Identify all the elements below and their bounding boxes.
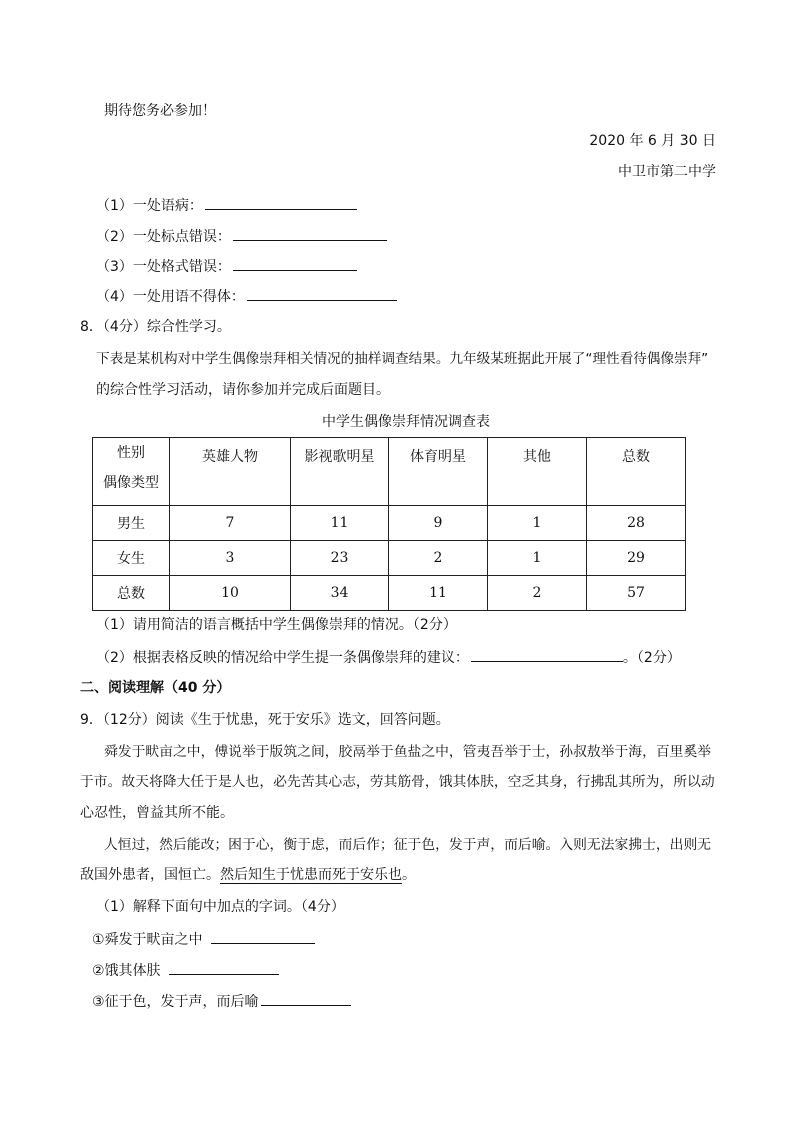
table-title: 中学生偶像崇拜情况调查表: [322, 414, 490, 430]
q8-sub2: [96, 647, 681, 668]
q9-item-1: [92, 929, 315, 950]
q8-sub2-prefix: （2）根据表格反映的情况给中学生提一条偶像崇拜的建议：: [96, 650, 469, 666]
table-cell: 29: [587, 541, 686, 576]
q9-p1-line1: 舜发于畎亩之中，傅说举于版筑之间，胶鬲举于鱼盐之中，管夷吾举于士，孙叔敖举于海，百里奚举: [104, 744, 712, 760]
table-corner-cell: [93, 438, 170, 506]
row-label: 男生: [93, 506, 170, 541]
table-row: [93, 506, 686, 541]
answer-blank[interactable]: [247, 286, 397, 301]
q8-sub2-suffix: 。（2分）: [622, 650, 681, 666]
answer-blank[interactable]: [211, 929, 315, 944]
row-label: 总数: [93, 576, 170, 611]
q7-item-2: [96, 226, 387, 247]
q9-p1-line2: 于市。故天将降大任于是人也，必先苦其心志，劳其筋骨，饿其体肤，空乏其身，行拂乱其所为，所以动: [80, 774, 715, 790]
answer-blank[interactable]: [471, 647, 623, 662]
q7-item-1: [96, 195, 357, 216]
table-cell: 28: [587, 506, 686, 541]
table-cell: 11: [389, 576, 488, 611]
answer-blank[interactable]: [233, 226, 387, 241]
answer-blank[interactable]: [205, 195, 357, 210]
column-header: 体育明星: [389, 438, 488, 506]
table-cell: 57: [587, 576, 686, 611]
table-cell: 7: [170, 506, 291, 541]
answer-blank[interactable]: [233, 256, 357, 271]
q7-item-label: （3）一处格式错误：: [96, 259, 231, 275]
table-cell: 1: [488, 506, 587, 541]
table-cell: 3: [170, 541, 291, 576]
column-header: 影视歌明星: [291, 438, 389, 506]
q7-item-label: （2）一处标点错误：: [96, 229, 231, 245]
table-row: [93, 541, 686, 576]
q9-p1-line3: 心忍性，曾益其所不能。: [80, 805, 234, 821]
q7-item-label: （1）一处语病：: [96, 198, 203, 214]
survey-table: [92, 437, 686, 611]
q9-p2-line2: [80, 865, 416, 885]
q8-sub1: （1）请用简洁的语言概括中学生偶像崇拜的情况。（2分）: [96, 617, 457, 633]
column-header: 其他: [488, 438, 587, 506]
q9-item-2: [92, 960, 279, 981]
table-row: [93, 576, 686, 611]
q8-intro-line1: 下表是某机构对中学生偶像崇拜相关情况的抽样调查结果。九年级某班据此开展了“理性看待偶像崇拜”: [96, 351, 709, 367]
q9-item-label: ②饿其体肤: [92, 963, 161, 979]
table-cell: 11: [291, 506, 389, 541]
q9-heading: 9．（12分）阅读《生于忧患，死于安乐》选文，回答问题。: [80, 712, 450, 728]
table-cell: 23: [291, 541, 389, 576]
table-cell: 10: [170, 576, 291, 611]
q9-item-label: ③征于色，发于声，而后喻: [92, 994, 259, 1010]
q9-item-3: [92, 991, 351, 1012]
q9-sub1: （1）解释下面句中加点的字词。（4分）: [96, 899, 345, 915]
table-cell: 9: [389, 506, 488, 541]
corner-top-label: 性别: [117, 445, 145, 461]
corner-bottom-label: 偶像类型: [103, 475, 159, 491]
letter-closing: 期待您务必参加！: [104, 103, 216, 119]
table-cell: 2: [389, 541, 488, 576]
q9-item-label: ①舜发于畎亩之中: [92, 932, 203, 948]
q9-p2-line1: 人恒过，然后能改；困于心，衡于虑，而后作；征于色，发于声，而后喻。入则无法家拂士，出则无: [104, 837, 712, 853]
section2-heading: 二、阅读理解（40 分）: [80, 680, 231, 696]
letter-date: 2020 年 6 月 30 日: [589, 133, 716, 149]
row-label: 女生: [93, 541, 170, 576]
table-cell: 2: [488, 576, 587, 611]
table-cell: 1: [488, 541, 587, 576]
q9-p2-period: 。: [402, 867, 416, 883]
q9-p2-text: 敌国外患者，国恒亡。: [80, 867, 220, 883]
answer-blank[interactable]: [261, 991, 351, 1006]
answer-blank[interactable]: [169, 960, 279, 975]
q8-intro-line2: 的综合性学习活动，请你参加并完成后面题目。: [96, 382, 390, 398]
q7-item-3: [96, 256, 357, 277]
q7-item-4: [96, 286, 397, 307]
column-header: 总数: [587, 438, 686, 506]
underlined-sentence: 然后知生于忧患而死于安乐也: [220, 867, 402, 883]
q8-heading: 8．（4分）综合性学习。: [80, 319, 231, 335]
q7-item-label: （4）一处用语不得体：: [96, 289, 245, 305]
letter-signature: 中卫市第二中学: [618, 164, 716, 180]
column-header: 英雄人物: [170, 438, 291, 506]
table-cell: 34: [291, 576, 389, 611]
